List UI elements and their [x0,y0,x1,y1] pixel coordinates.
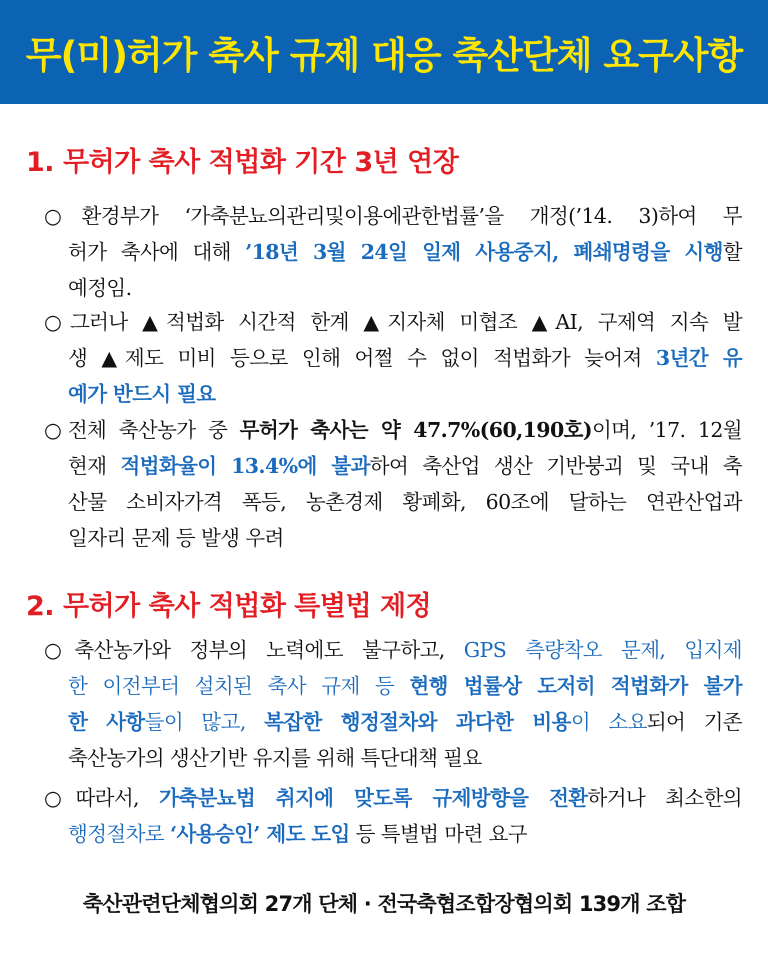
bullet-marker: ○ [44,418,68,442]
highlighted-text: 한 이전부터 설치된 축사 규제 등 [68,674,410,698]
bullet-marker: ○ [44,310,70,334]
highlighted-text: ‘사용승인’ 제도 도입 [169,822,350,846]
highlighted-text: 행정절차로 [68,822,170,846]
highlighted-text: 예가 반드시 필요 [68,382,216,406]
bullet-marker: ○ [44,204,82,228]
title-banner [0,0,768,104]
page-title: 무(미)허가 축사 규제 대응 축산단체 요구사항 [25,34,743,77]
section-1-bullet-3 [44,412,742,556]
highlighted-text: 가축분뇨법 취지에 맞도록 규제방향을 전환 [159,786,588,810]
highlighted-text: GPS 측량착오 문제, 입지제 [463,638,742,662]
bullet-line [44,340,742,376]
bullet-line [44,632,742,668]
line-text: 하여 축산업 생산 기반붕괴 및 국내 축 [369,454,743,478]
line-text: 산물 소비자가격 폭등, 농촌경제 황폐화, 60조에 달하는 연관산업과 [68,490,742,514]
bullet-line [44,198,742,234]
line-text: 그러나 ▲적법화 시간적 한계 ▲지자체 미협조 ▲AI, 구제역 지속 발 [69,310,743,334]
highlighted-text: 적법화율이 13.4%에 불과 [120,454,370,478]
bullet-marker: ○ [44,786,76,810]
line-text: 되어 기존 [646,710,743,734]
bullet-line [44,270,742,306]
bullet-line [44,704,742,740]
bullet-line [44,376,742,412]
line-text: 현재 [68,454,121,478]
highlighted-text: 들이 많고, [144,710,265,734]
line-text: 일자리 문제 등 발생 우려 [68,526,284,550]
highlighted-text: ’18년 3월 24일 일제 사용중지, 폐쇄명령을 시행 [245,240,723,264]
line-text: 환경부가 ‘가축분뇨의관리및이용에관한법률’을 개정(’14. 3)하여 무 [81,204,742,228]
line-text: 축산농가의 생산기반 유지를 위해 특단대책 필요 [68,746,482,770]
bullet-line [44,520,742,556]
highlighted-text: 무허가 축사는 약 47.7%(60,190호) [239,418,592,442]
bullet-line [44,780,742,816]
line-text: 하거나 최소한의 [587,786,742,810]
line-text: 전체 축산농가 중 [67,418,240,442]
highlighted-text: 현행 법률상 도저히 적법화가 불가 [409,674,742,698]
section-2-bullet-2 [44,780,742,852]
highlighted-text: 3년간 유 [655,346,742,370]
line-text: 허가 축사에 대해 [68,240,246,264]
section-1-heading: 1. 무허가 축사 적법화 기간 3년 연장 [26,147,459,178]
section-1-bullet-1 [44,198,742,306]
line-text: 예정임. [68,276,132,300]
highlighted-text: 복잡한 행정절차와 과다한 비용 [264,710,571,734]
bullet-line [44,740,742,776]
bullet-line [44,816,742,852]
bullet-line [44,304,742,340]
highlighted-text: 이 소요 [570,710,647,734]
line-text: 따라서, [75,786,160,810]
bullet-line [44,484,742,520]
bullet-marker: ○ [44,638,75,662]
highlighted-text: 한 사항 [68,710,145,734]
bullet-line [44,448,742,484]
bullet-line [44,412,742,448]
section-2-heading: 2. 무허가 축사 적법화 특별법 제정 [26,591,432,622]
bullet-line [44,234,742,270]
line-text: 생 ▲제도 미비 등으로 인해 어쩔 수 없이 적법화가 늦어져 [68,346,656,370]
line-text: 등 특별법 마련 요구 [349,822,528,846]
line-text: 이며, ’17. 12월 [591,418,742,442]
section-1-bullet-2 [44,304,742,412]
footer-organizations: 축산관련단체협의회 27개 단체 · 전국축협조합장협의회 139개 조합 [82,892,686,916]
section-2-bullet-1 [44,632,742,776]
line-text: 축산농가와 정부의 노력에도 불구하고, [74,638,464,662]
line-text: 할 [722,240,742,264]
bullet-line [44,668,742,704]
